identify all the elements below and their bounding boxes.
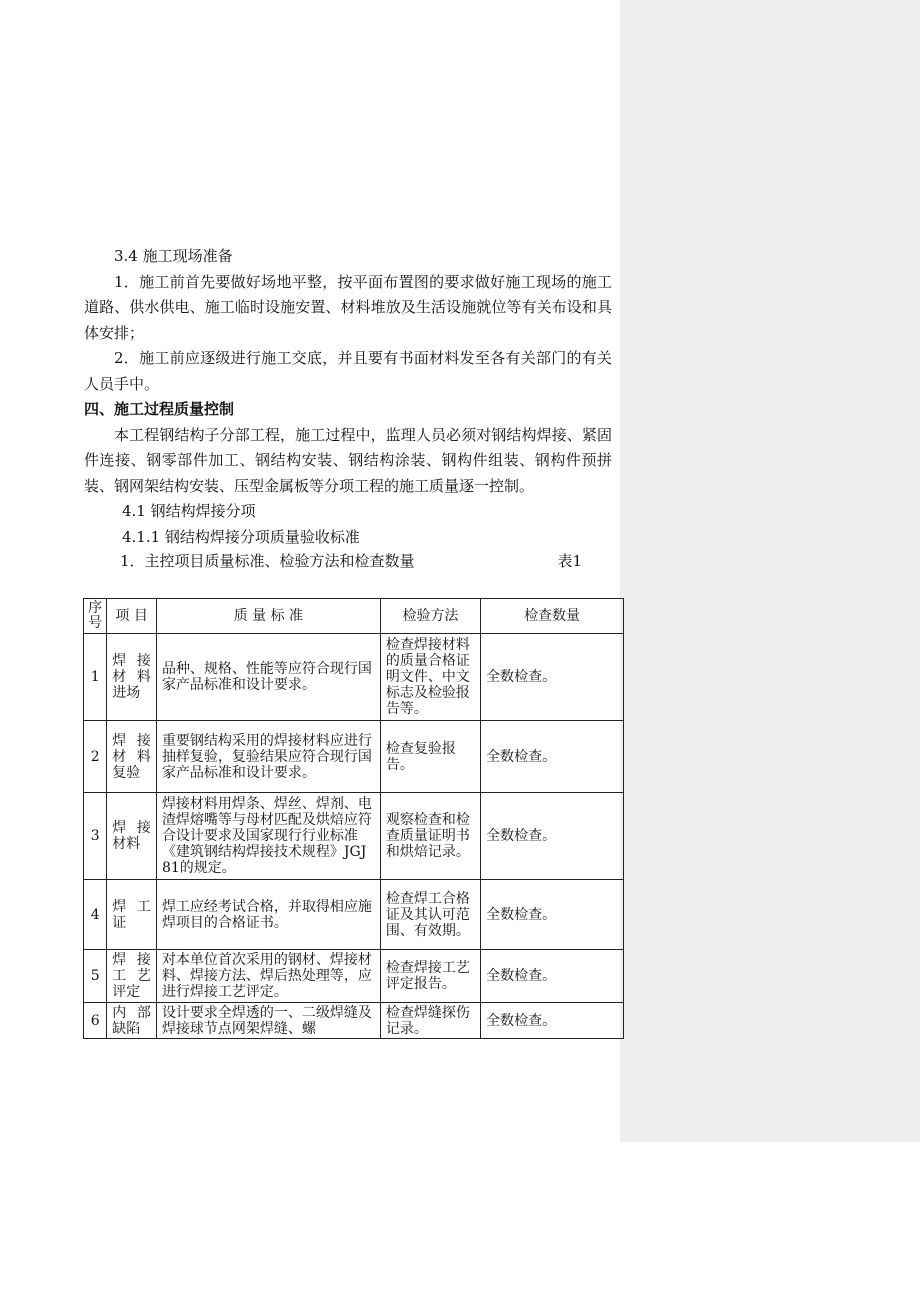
- row-standard: 重要钢结构采用的焊接材料应进行抽样复验，复验结果应符合现行国家产品标准和设计要求。: [156, 721, 380, 793]
- table-row: [84, 721, 624, 793]
- row-item: 焊接工艺评定: [107, 950, 157, 1003]
- row-item: 焊接材料: [107, 793, 157, 880]
- header-count: 检查数量: [481, 599, 624, 634]
- section-4-1-title: 4.1 钢结构焊接分项: [122, 502, 256, 520]
- row-count: 全数检查。: [481, 793, 624, 880]
- row-method: 检查焊工合格证及其认可范围、有效期。: [380, 880, 480, 950]
- row-method: 观察检查和检查质量证明书和烘焙记录。: [380, 793, 480, 880]
- section-4-heading: 四、施工过程质量控制: [84, 400, 235, 418]
- table-row: [84, 1003, 624, 1039]
- row-no: 6: [84, 1003, 107, 1039]
- row-count: 全数检查。: [481, 634, 624, 721]
- table-row: [84, 950, 624, 1003]
- row-item: 焊接材料复验: [107, 721, 157, 793]
- document-body: [84, 244, 612, 572]
- row-standard: 焊接材料用焊条、焊丝、焊剂、电渣焊熔嘴等与母材匹配及烘焙应符合设计要求及国家现行行业标准《建筑钢结构焊接技术规程》JGJ 81的规定。: [156, 793, 380, 880]
- section-4-1-1-title: 4.1.1 钢结构焊接分项质量验收标准: [122, 527, 360, 546]
- section-3-4-title: 3.4 施工现场准备: [114, 247, 233, 265]
- row-item: 焊工证: [107, 880, 157, 950]
- row-item: 焊接材料进场: [107, 634, 157, 721]
- row-count: 全数检查。: [481, 1003, 624, 1039]
- comment-margin-panel: [620, 0, 920, 1142]
- row-no: 4: [84, 880, 107, 950]
- table-row: [84, 880, 624, 950]
- row-standard: 对本单位首次采用的钢材、焊接材料、焊接方法、焊后热处理等，应进行焊接工艺评定。: [156, 950, 380, 1003]
- row-standard: 焊工应经考试合格，并取得相应施焊项目的合格证书。: [156, 880, 380, 950]
- table-label: 表1: [557, 552, 582, 570]
- table-caption: 1．主控项目质量标准、检验方法和检查数量: [120, 552, 415, 570]
- section-3-4-item-1: 1．施工前首先要做好场地平整，按平面布置图的要求做好施工现场的施工道路、供水供电、施工临时设施安置、材料堆放及生活设施就位等有关布设和具体安排；: [84, 272, 612, 342]
- row-method: 检查焊接材料的质量合格证明文件、中文标志及检验报告等。: [380, 634, 480, 721]
- table-row: [84, 793, 624, 880]
- row-method: 检查复验报告。: [380, 721, 480, 793]
- row-no: 2: [84, 721, 107, 793]
- row-item: 内部缺陷: [107, 1003, 157, 1039]
- row-count: 全数检查。: [481, 880, 624, 950]
- section-3-4-item-2: 2．施工前应逐级进行施工交底，并且要有书面材料发至各有关部门的有关人员手中。: [84, 349, 612, 393]
- row-standard: 设计要求全焊透的一、二级焊缝及焊接球节点网架焊缝、螺: [156, 1003, 380, 1039]
- header-no: 序号: [84, 599, 107, 634]
- row-no: 1: [84, 634, 107, 721]
- header-method: 检验方法: [380, 599, 480, 634]
- row-standard: 品种、规格、性能等应符合现行国家产品标准和设计要求。: [156, 634, 380, 721]
- header-item: 项 目: [107, 599, 157, 634]
- section-4-intro: 本工程钢结构子分部工程，施工过程中，监理人员必须对钢结构焊接、紧固件连接、钢零部件加工、钢结构安装、钢结构涂装、钢构件组装、钢构件预拼装、钢网架结构安装、压型金属板等分项工程的施工质量逐一控制。: [84, 425, 612, 495]
- row-no: 3: [84, 793, 107, 880]
- table-row: [84, 634, 624, 721]
- header-standard: 质 量 标 准: [156, 599, 380, 634]
- row-count: 全数检查。: [481, 721, 624, 793]
- row-count: 全数检查。: [481, 950, 624, 1003]
- row-method: 检查焊接工艺评定报告。: [380, 950, 480, 1003]
- row-method: 检查焊缝探伤记录。: [380, 1003, 480, 1039]
- table-caption-row: [84, 550, 612, 572]
- table-header-row: [84, 599, 624, 634]
- quality-standard-table: [83, 598, 624, 1039]
- row-no: 5: [84, 950, 107, 1003]
